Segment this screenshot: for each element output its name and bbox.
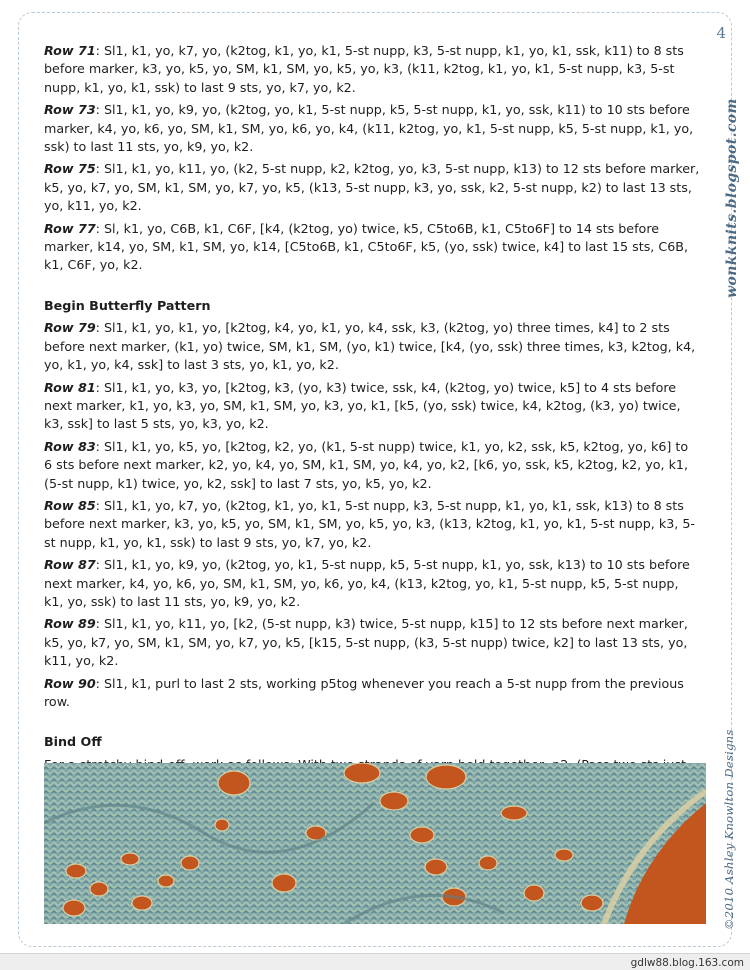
pattern-row	[44, 101, 700, 156]
pattern-row	[44, 379, 700, 434]
lace-shawl-illustration	[44, 763, 706, 924]
row-label: Row 77	[44, 220, 96, 236]
copyright-sidebar: ©2010 Ashley Knowlton Designs	[722, 729, 736, 930]
footer-watermark-url: gdlw88.blog.163.com	[630, 957, 744, 969]
pattern-content	[44, 42, 700, 837]
butterfly-heading: Begin Butterfly Pattern	[44, 297, 211, 313]
row-instructions: : Sl1, k1, yo, k3, yo, [k2tog, k3, (yo, k3) twice, ssk, k4, (k2tog, yo) twice, k5] to 4 sts before next marker, k1, yo, k3, yo, SM, k1, SM, yo, k3, yo, k1, [k5, (yo, ssk) twice, k4, k2tog, (k3, yo) twice, k3, ssk] to last 5 sts, yo, k3, yo, k2.	[44, 379, 681, 432]
row-instructions: : Sl1, k1, yo, k11, yo, [k2, (5-st nupp, k3) twice, 5-st nupp, k15] to 12 sts before next marker, k5, yo, k7, yo, SM, k1, SM, yo, k7, yo, k5, [k15, 5-st nupp, (k3, 5-st nupp) twice, k2] to last 13 sts, yo, k11, yo, k2.	[44, 616, 688, 669]
row-instructions: : Sl1, k1, yo, k11, yo, (k2, 5-st nupp, k2, k2tog, yo, k3, 5-st nupp, k13) to 12 sts before marker, k5, yo, k7, yo, SM, k1, SM, yo, k7, yo, k5, (k13, 5-st nupp, k3, yo, ssk, k2, 5-st nupp, k2) to last 13 sts, yo, k11, yo, k2.	[44, 161, 700, 214]
pattern-row	[44, 220, 700, 275]
pattern-row	[44, 160, 700, 215]
row-instructions: : Sl1, k1, purl to last 2 sts, working p5tog whenever you reach a 5-st nupp from the previous row.	[44, 675, 684, 709]
row-label: Row 71	[44, 43, 96, 58]
row-instructions: : Sl1, k1, yo, k7, yo, (k2tog, k1, yo, k1, 5-st nupp, k3, 5-st nupp, k1, yo, k1, ssk, k13) to 8 sts before next marker, k3, yo, k5, yo, SM, k1, SM, yo, k5, yo, k3, (k13, k2tog, k1, yo, k1, 5-st nupp, k3, 5-st nupp, k1, yo, k1, ssk) to last 9 sts, yo, k7, yo, k2.	[44, 497, 695, 550]
row-instructions: : Sl1, k1, yo, k7, yo, (k2tog, k1, yo, k1, 5-st nupp, k3, 5-st nupp, k1, yo, k1, ssk, k11) to 8 sts before marker, k3, yo, k5, yo, SM, k1, SM, yo, k5, yo, k3, (k11, k2tog, k1, yo, k1, 5-st nupp, k3, 5-st nupp, k1, yo, k1, ssk) to last 9 sts, yo, k7, yo, k2.	[44, 43, 684, 95]
pattern-row	[44, 675, 700, 712]
pattern-row	[44, 556, 700, 611]
row-label: Row 75	[44, 161, 96, 177]
lace-shawl-photo	[44, 763, 706, 924]
blog-url-sidebar: wonkknits.blogspot.com	[724, 98, 740, 298]
row-instructions: : Sl1, k1, yo, k9, yo, (k2tog, yo, k1, 5-st nupp, k5, 5-st nupp, k1, yo, ssk, k13) to 10 sts before next marker, k4, yo, k6, yo, SM, k1, SM, yo, k6, yo, k4, (k13, k2tog, yo, k1, 5-st nupp, k5, 5-st nupp, k1, yo, ssk) to last 11 sts, yo, k9, yo, k2.	[44, 557, 690, 609]
row-instructions: : Sl, k1, yo, C6B, k1, C6F, [k4, (k2tog, yo) twice, k5, C5to6B, k1, C5to6F] to 14 sts before marker, k14, yo, SM, k1, SM, yo, k14, [C5to6B, k1, C5to6F, k5, (yo, ssk) twice, k4] to last 15 sts, C6B, k1, C6F, yo, k2.	[44, 220, 689, 273]
pattern-row	[44, 615, 700, 670]
row-label: Row 87	[44, 557, 96, 573]
row-instructions: : Sl1, k1, yo, k1, yo, [k2tog, k4, yo, k1, yo, k4, ssk, k3, (k2tog, yo) three times, k4] to 2 sts before next marker, (k1, yo) twice, SM, k1, SM, (yo, k1) twice, [k4, (yo, ssk) three times, k3, k2tog, k4, yo, k1, yo, k4, ssk] to last 3 sts, yo, k1, yo, k2.	[44, 320, 696, 373]
pattern-row	[44, 319, 700, 374]
row-instructions: : Sl1, k1, yo, k9, yo, (k2tog, yo, k1, 5-st nupp, k5, 5-st nupp, k1, yo, ssk, k11) to 10 sts before marker, k4, yo, k6, yo, SM, k1, SM, yo, k6, yo, k4, (k11, k2tog, yo, k1, 5-st nupp, k5, 5-st nupp, k1, yo, ssk) to last 11 sts, yo, k9, yo, k2.	[44, 102, 694, 155]
pattern-row	[44, 497, 700, 552]
row-label: Row 90	[44, 675, 96, 691]
row-label: Row 85	[44, 497, 96, 513]
row-label: Row 79	[44, 320, 96, 336]
row-label: Row 89	[44, 616, 96, 632]
row-label: Row 73	[44, 102, 96, 118]
row-label: Row 81	[44, 379, 96, 395]
footer-bar	[0, 953, 750, 970]
bind-off-heading: Bind Off	[44, 734, 102, 750]
pattern-row	[44, 42, 700, 97]
row-label: Row 83	[44, 438, 96, 454]
row-instructions: : Sl1, k1, yo, k5, yo, [k2tog, k2, yo, (k1, 5-st nupp) twice, k1, yo, k2, ssk, k5, k2tog, yo, k6] to 6 sts before next marker, k2, yo, k4, yo, SM, k1, SM, yo, k4, yo, k2, [k6, yo, ssk, k5, k2tog, k2, yo, k1, (5-st nupp, k1) twice, yo, k2, ssk] to last 7 sts, yo, k5, yo, k2.	[44, 438, 689, 491]
page-number: 4	[716, 24, 726, 42]
pattern-row	[44, 438, 700, 493]
